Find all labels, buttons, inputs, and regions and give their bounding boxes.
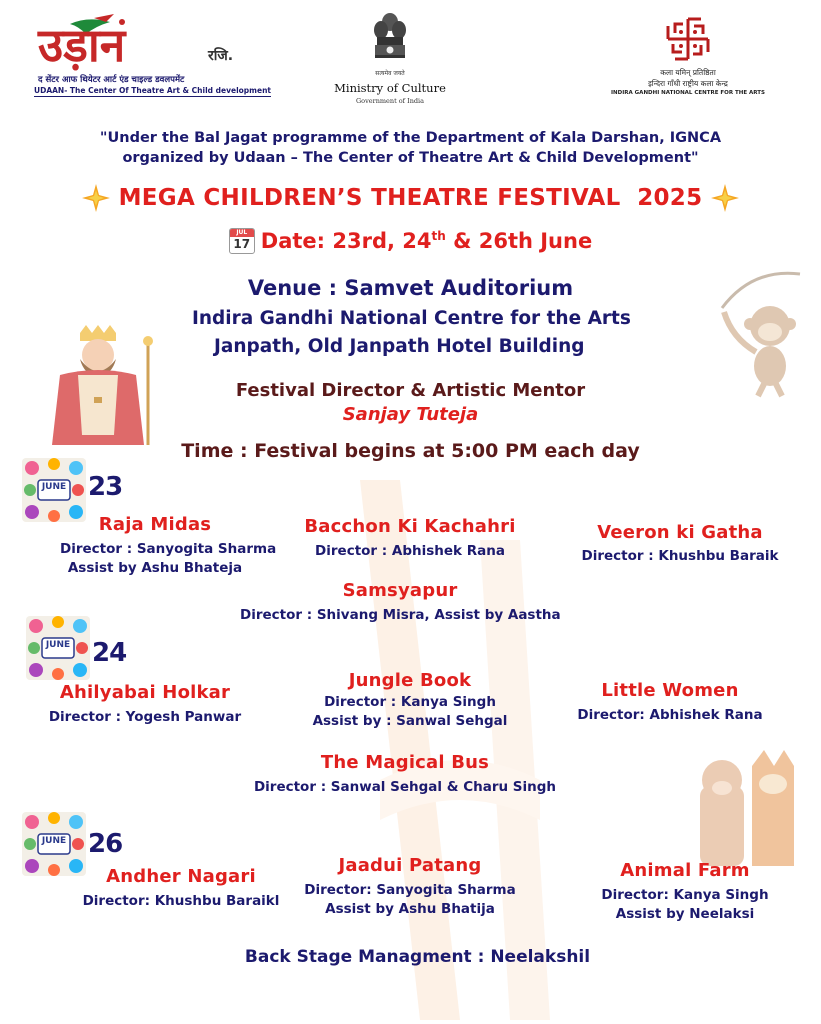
- sparkle-star-icon: [710, 183, 740, 213]
- festival-date: Date: 23rd, 24th & 26th June: [260, 229, 593, 253]
- festival-director-heading: Festival Director & Artistic Mentor: [235, 380, 586, 401]
- play-director: Director : Sanyogita Sharma: [60, 541, 277, 557]
- play-director: Director : Shivang Misra, Assist by Aastha: [240, 607, 561, 623]
- ministry-sub: Government of India: [355, 97, 425, 105]
- play-title: Animal Farm: [620, 860, 750, 881]
- national-emblem-icon: [370, 10, 410, 68]
- udaan-english-line: UDAAN- The Center Of Theatre Art & Child development: [34, 86, 271, 95]
- intro-line1: "Under the Bal Jagat programme of the Department of Kala Darshan, IGNCA: [99, 130, 722, 146]
- play-title: The Magical Bus: [320, 752, 490, 773]
- emblem-motto: सत्यमेव जयते: [375, 70, 405, 77]
- play-title: Little Women: [601, 680, 739, 701]
- backstage-management: Back Stage Managment : Neelakshil: [244, 947, 591, 967]
- june-flower-badge-icon: JUNE: [22, 812, 86, 876]
- play-little-women: [570, 680, 770, 725]
- udaan-regd: रजि.: [208, 48, 234, 64]
- day-number-26: 26: [88, 829, 123, 859]
- date-row: [0, 226, 821, 256]
- ignca-line1: कला यमिन् प्रतिष्ठिता: [660, 68, 716, 77]
- intro-text: [0, 128, 821, 168]
- festival-title-row: [0, 180, 821, 216]
- play-assist: Assist by Ashu Bhateja: [67, 560, 243, 576]
- play-title: Veeron ki Gatha: [597, 522, 763, 543]
- ignca-logo-icon: [663, 14, 713, 64]
- play-title: Bacchon Ki Kachahri: [304, 516, 516, 537]
- play-director: Director : Kanya Singh: [324, 694, 496, 710]
- play-jaadui-patang: [300, 855, 520, 919]
- background-watermark: [300, 480, 620, 1020]
- play-title: Samsyapur: [342, 580, 458, 601]
- sparkle-star-icon: [81, 183, 111, 213]
- play-assist: Assist by : Sanwal Sehgal: [312, 713, 508, 729]
- play-title: Ahilyabai Holkar: [59, 682, 231, 703]
- festival-time: Time : Festival begins at 5:00 PM each day: [181, 440, 640, 462]
- ignca-line3: INDIRA GANDHI NATIONAL CENTRE FOR THE ARTS: [611, 90, 765, 96]
- play-andher-nagari: [76, 866, 286, 911]
- venue-line3: Janpath, Old Janpath Hotel Building: [214, 336, 585, 357]
- play-jungle-book: [300, 670, 520, 731]
- ministry-logo: [330, 10, 450, 110]
- venue-line1: Venue : Samvet Auditorium: [247, 276, 574, 300]
- intro-line2: organized by Udaan – The Center of Theatre Art & Child Development": [122, 150, 699, 166]
- play-director: Director: Abhishek Rana: [577, 707, 763, 723]
- ignca-line2: इन्दिरा गाँधी राष्ट्रीय कला केन्द्र: [648, 79, 728, 88]
- play-animal-farm: [600, 860, 770, 924]
- play-director: Director : Abhishek Rana: [315, 543, 505, 559]
- play-samsyapur: [240, 580, 560, 625]
- june-flower-badge-icon: JUNE: [22, 458, 86, 522]
- play-title: Jungle Book: [348, 670, 472, 691]
- venue-line2: Indira Gandhi National Centre for the Arts: [192, 308, 631, 329]
- play-assist: Assist by Neelaksi: [615, 906, 755, 922]
- june-flower-badge-icon: JUNE: [26, 616, 90, 680]
- play-ahilyabai-holkar: [40, 682, 250, 727]
- play-director: Director : Sanwal Sehgal & Charu Singh: [253, 779, 557, 795]
- play-raja-midas: [60, 514, 277, 578]
- ignca-logo: [608, 14, 768, 104]
- udaan-logo-text: उड़ान: [38, 18, 126, 72]
- animal-puppets-icon: [690, 746, 810, 866]
- ministry-name: Ministry of Culture: [334, 81, 446, 95]
- monkey-illustration-icon: [712, 268, 812, 398]
- day-number-23: 23: [88, 472, 123, 502]
- day-number-24: 24: [92, 638, 127, 668]
- play-director: Director: Khushbu Baraikl: [82, 893, 280, 909]
- play-director: Director : Khushbu Baraik: [581, 548, 779, 564]
- play-assist: Assist by Ashu Bhatija: [325, 901, 495, 917]
- play-bacchon-ki-kachahri: [280, 516, 540, 561]
- play-title: Andher Nagari: [106, 866, 256, 887]
- udaan-logo: [30, 12, 271, 100]
- play-title: Jaadui Patang: [338, 855, 482, 876]
- play-the-magical-bus: [250, 752, 560, 797]
- play-director: Director: Sanyogita Sharma: [304, 882, 516, 898]
- play-director: Director : Yogesh Panwar: [48, 709, 242, 725]
- calendar-icon: JUL 17: [229, 228, 255, 254]
- play-veeron-ki-gatha: [580, 522, 780, 566]
- play-director: Director: Kanya Singh: [601, 887, 769, 903]
- udaan-hindi-line: द सेंटर आफ थियेटर आर्ट एंड चाइल्ड डवलपमेंट: [38, 75, 185, 85]
- festival-director-name: Sanjay Tuteja: [342, 404, 479, 425]
- play-title: Raja Midas: [98, 514, 212, 535]
- festival-title: MEGA CHILDREN’S THEATRE FESTIVAL 2025: [118, 185, 703, 211]
